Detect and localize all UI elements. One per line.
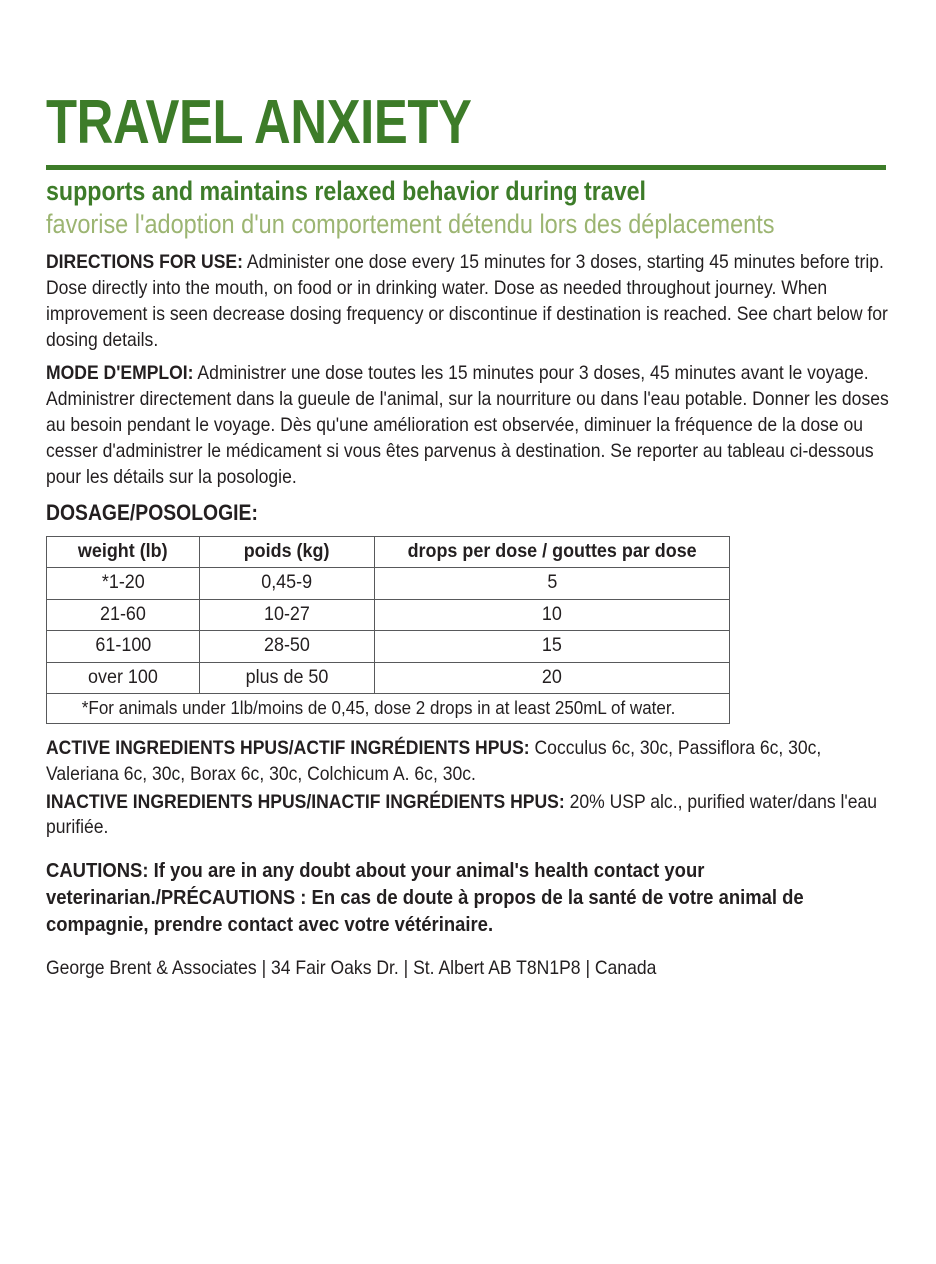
cell-weight-kg: plus de 50	[200, 662, 375, 693]
subtitle-french: favorise l'adoption d'un comportement détendu lors des déplacements	[46, 209, 775, 240]
subtitle-english: supports and maintains relaxed behavior during travel	[46, 176, 647, 207]
dosage-table-wrapper	[46, 536, 730, 724]
mode-emploi-paragraph	[46, 361, 889, 491]
directions-for-use-label: DIRECTIONS FOR USE:	[46, 251, 243, 274]
dosage-table	[46, 536, 730, 724]
table-row	[47, 568, 730, 599]
active-ingredients-paragraph	[46, 736, 889, 787]
cell-drops: 10	[375, 599, 730, 630]
dosage-heading: DOSAGE/POSOLOGIE:	[46, 500, 258, 526]
cell-drops: 5	[375, 568, 730, 599]
table-footnote-row	[47, 693, 730, 723]
table-row	[47, 662, 730, 693]
cell-weight-kg: 28-50	[200, 631, 375, 662]
mode-emploi-text: Administrer une dose toutes les 15 minutes pour 3 doses, 45 minutes avant le voyage. Administrer directement dans la gueule de l'animal, sur la nourriture ou dans l'eau potable. Donner les doses au besoin pendant le voyage. Dès qu'une amélioration est observée, diminuer la fréquence de la dose ou cesser d'administrer le médicament si vous êtes parvenus à destination. Se reporter au tableau ci-dessous pour les détails sur la posologie.	[46, 361, 889, 488]
cell-drops: 15	[375, 631, 730, 662]
cell-weight-lb: *1-20	[47, 568, 200, 599]
table-header-row	[47, 536, 730, 567]
inactive-ingredients-label: INACTIVE INGREDIENTS HPUS/INACTIF INGRÉDIENTS HPUS:	[46, 790, 565, 813]
cell-weight-lb: 61-100	[47, 631, 200, 662]
manufacturer-address: George Brent & Associates | 34 Fair Oaks Dr. | St. Albert AB T8N1P8 | Canada	[46, 956, 657, 979]
active-ingredients-text: Cocculus 6c, 30c, Passiflora 6c, 30c, Valeriana 6c, 30c, Borax 6c, 30c, Colchicum A. 6c, 30c.	[46, 737, 822, 785]
title-divider	[46, 165, 886, 170]
directions-for-use-text: Administer one dose every 15 minutes for 3 doses, starting 45 minutes before trip. Dose directly into the mouth, on food or in drinking water. Dose as needed throughout journey. When improvement is seen decrease dosing frequency or discontinue if destination is reached. See chart below for dosing details.	[46, 251, 888, 351]
mode-emploi-label: MODE D'EMPLOI:	[46, 361, 194, 384]
cautions-paragraph: CAUTIONS: If you are in any doubt about your animal's health contact your veterinarian./PRÉCAUTIONS : En cas de doute à propos de la santé de votre animal de compagnie, prendre contact avec votre vétérinaire.	[46, 858, 804, 936]
dosage-footnote: *For animals under 1lb/moins de 0,45, dose 2 drops in at least 250mL of water.	[47, 693, 730, 723]
table-row	[47, 599, 730, 630]
active-ingredients-label: ACTIVE INGREDIENTS HPUS/ACTIF INGRÉDIENTS HPUS:	[46, 737, 530, 760]
table-row	[47, 631, 730, 662]
column-header-weight-lb: weight (lb)	[47, 536, 200, 567]
directions-for-use-paragraph	[46, 250, 889, 354]
page-title: TRAVEL ANXIETY	[46, 88, 472, 157]
cell-drops: 20	[375, 662, 730, 693]
inactive-ingredients-paragraph	[46, 790, 889, 841]
cell-weight-lb: over 100	[47, 662, 200, 693]
cell-weight-kg: 10-27	[200, 599, 375, 630]
cell-weight-kg: 0,45-9	[200, 568, 375, 599]
cell-weight-lb: 21-60	[47, 599, 200, 630]
column-header-weight-kg: poids (kg)	[200, 536, 375, 567]
column-header-drops: drops per dose / gouttes par dose	[375, 536, 730, 567]
inactive-ingredients-text: 20% USP alc., purified water/dans l'eau purifiée.	[46, 790, 878, 839]
